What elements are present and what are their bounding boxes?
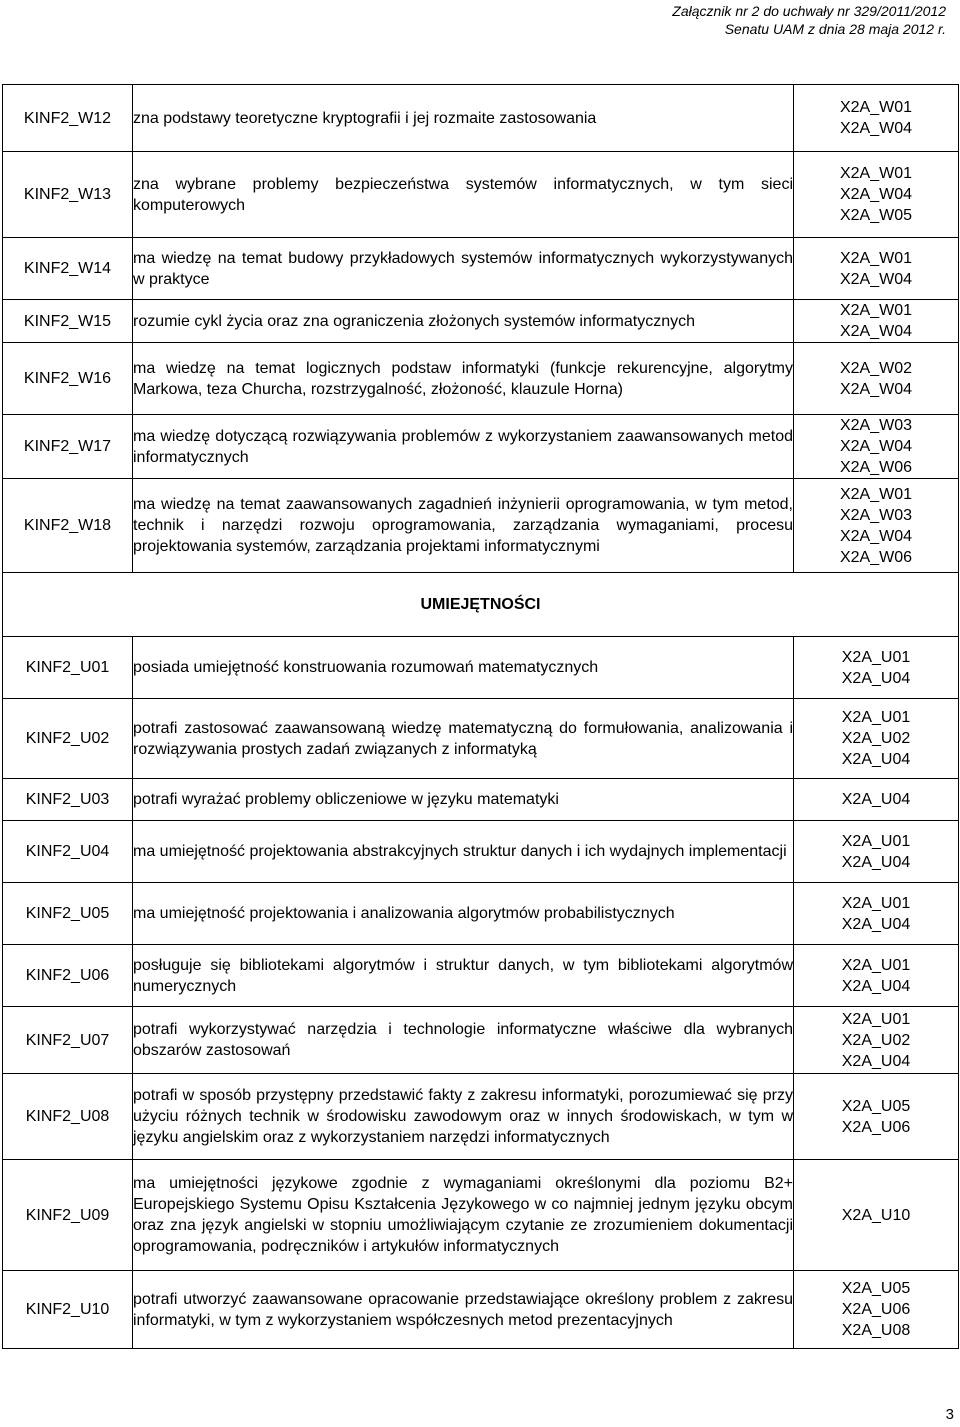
reference-code: X2A_W01 bbox=[839, 485, 913, 503]
reference-code: X2A_W04 bbox=[839, 186, 913, 203]
outcome-description bbox=[133, 238, 794, 300]
reference-code: X2A_U01 bbox=[841, 894, 911, 912]
reference-code: X2A_W04 bbox=[839, 323, 913, 340]
learning-outcomes-table bbox=[2, 84, 959, 1349]
outcome-description-text: ma wiedzę na temat budowy przykładowych systemów informatycznych wykorzystywanych w praktyce bbox=[133, 249, 793, 288]
reference-code: X2A_U02 bbox=[841, 1031, 911, 1049]
document-header bbox=[672, 2, 946, 38]
outcome-description-text: ma wiedzę na temat zaawansowanych zagadnień inżynierii oprogramowania, w tym metod, technik i narzędzi rozwoju oprogramowania, zarządzania wymaganiami, procesu projektowania systemów, zarządzania projektami informatycznymi bbox=[133, 496, 793, 555]
outcome-code: KINF2_W15 bbox=[3, 300, 133, 343]
table-row bbox=[3, 883, 959, 945]
outcome-references bbox=[794, 699, 959, 779]
outcome-description bbox=[133, 152, 794, 238]
reference-code: X2A_W01 bbox=[839, 249, 913, 267]
section-title: UMIEJĘTNOŚCI bbox=[3, 573, 959, 637]
outcome-code: KINF2_U03 bbox=[3, 779, 133, 821]
reference-code: X2A_U04 bbox=[841, 669, 911, 687]
outcome-description-text: posługuje się bibliotekami algorytmów i struktur danych, w tym bibliotekami algorytmów numerycznych bbox=[133, 956, 793, 995]
outcome-description bbox=[133, 1007, 794, 1074]
outcome-description bbox=[133, 1074, 794, 1160]
reference-code: X2A_U04 bbox=[841, 977, 911, 995]
outcome-references bbox=[794, 883, 959, 945]
reference-code: X2A_W04 bbox=[839, 527, 913, 545]
outcome-description-text: zna podstawy teoretyczne kryptografii i jej rozmaite zastosowania bbox=[133, 109, 597, 127]
table-row bbox=[3, 779, 959, 821]
reference-code: X2A_W04 bbox=[839, 120, 913, 137]
reference-code: X2A_U01 bbox=[841, 832, 911, 850]
reference-code: X2A_U05 bbox=[841, 1280, 911, 1297]
reference-code: X2A_W01 bbox=[839, 302, 913, 319]
table-row bbox=[3, 1160, 959, 1271]
reference-code: X2A_U01 bbox=[841, 1010, 911, 1028]
reference-code: X2A_U04 bbox=[841, 915, 911, 933]
outcome-description-text: ma wiedzę dotyczącą rozwiązywania problemów z wykorzystaniem zaawansowanych metod informatycznych bbox=[133, 427, 793, 466]
outcome-references bbox=[794, 238, 959, 300]
outcome-code: KINF2_W18 bbox=[3, 479, 133, 573]
reference-code: X2A_W02 bbox=[839, 359, 913, 377]
reference-code: X2A_W06 bbox=[839, 548, 913, 566]
outcome-code: KINF2_U05 bbox=[3, 883, 133, 945]
table-row bbox=[3, 415, 959, 479]
outcome-description bbox=[133, 779, 794, 821]
reference-code: X2A_U06 bbox=[841, 1118, 911, 1136]
table-row bbox=[3, 300, 959, 343]
reference-code: X2A_U05 bbox=[841, 1097, 911, 1115]
outcome-description-text: potrafi w sposób przystępny przedstawić fakty z zakresu informatyki, porozumiewać się przy użyciu różnych technik w środowisku zawodowym oraz w innych środowiskach, w tym w języku angielskim oraz z wykorzystaniem narzędzi informatycznych bbox=[133, 1087, 793, 1146]
section-row bbox=[3, 573, 959, 637]
outcome-references bbox=[794, 1074, 959, 1160]
outcome-references bbox=[794, 821, 959, 883]
outcome-code: KINF2_U07 bbox=[3, 1007, 133, 1074]
table-row bbox=[3, 479, 959, 573]
reference-code: X2A_W05 bbox=[839, 207, 913, 224]
table-row bbox=[3, 637, 959, 699]
reference-code: X2A_U06 bbox=[841, 1301, 911, 1318]
reference-code: X2A_W03 bbox=[839, 506, 913, 524]
reference-code: X2A_U04 bbox=[841, 1052, 911, 1070]
outcome-code: KINF2_W14 bbox=[3, 238, 133, 300]
reference-code: X2A_U04 bbox=[841, 853, 911, 871]
outcome-description bbox=[133, 1271, 794, 1349]
outcome-references bbox=[794, 415, 959, 479]
table-row bbox=[3, 152, 959, 238]
outcome-code: KINF2_W16 bbox=[3, 343, 133, 415]
outcome-references bbox=[794, 1160, 959, 1271]
outcome-description bbox=[133, 343, 794, 415]
outcome-code: KINF2_U01 bbox=[3, 637, 133, 699]
reference-code: X2A_W01 bbox=[839, 165, 913, 182]
outcome-code: KINF2_U10 bbox=[3, 1271, 133, 1349]
table-row bbox=[3, 945, 959, 1007]
header-line-1: Załącznik nr 2 do uchwały nr 329/2011/2012 bbox=[672, 3, 946, 19]
reference-code: X2A_U04 bbox=[841, 751, 911, 768]
reference-code: X2A_U01 bbox=[841, 709, 911, 726]
reference-code: X2A_W01 bbox=[839, 99, 913, 116]
outcome-code: KINF2_U04 bbox=[3, 821, 133, 883]
table-row bbox=[3, 699, 959, 779]
reference-code: X2A_U08 bbox=[841, 1322, 911, 1339]
page-number: 3 bbox=[945, 1406, 954, 1423]
outcome-description bbox=[133, 883, 794, 945]
outcome-description-text: ma umiejętności językowe zgodnie z wymaganiami określonymi dla poziomu B2+ Europejskiego Systemu Opisu Kształcenia Językowego w co najmniej jednym języku obcym oraz zna język angielski w stopniu umożliwiającym czytanie ze zrozumieniem dokumentacji oprogramowania, podręczników i artykułów informatycznych bbox=[133, 1175, 793, 1255]
outcome-description-text: potrafi zastosować zaawansowaną wiedzę matematyczną do formułowania, analizowania i rozwiązywania prostych zadań związanych z informatyką bbox=[133, 719, 793, 758]
outcome-description-text: potrafi wykorzystywać narzędzia i technologie informatyczne właściwe dla wybranych obszarów zastosowań bbox=[133, 1021, 793, 1059]
outcome-description-text: ma umiejętność projektowania i analizowania algorytmów probabilistycznych bbox=[133, 905, 675, 922]
outcome-references bbox=[794, 152, 959, 238]
reference-code: X2A_W04 bbox=[839, 438, 913, 455]
outcome-references bbox=[794, 479, 959, 573]
outcome-description-text: ma wiedzę na temat logicznych podstaw informatyki (funkcje rekurencyjne, algorytmy Markowa, teza Churcha, rozstrzygalność, złożoność, klauzule Horna) bbox=[133, 359, 793, 398]
table-row bbox=[3, 1074, 959, 1160]
reference-code: X2A_W04 bbox=[839, 380, 913, 398]
outcome-description-text: rozumie cykl życia oraz zna ograniczenia złożonych systemów informatycznych bbox=[133, 312, 695, 330]
outcome-description bbox=[133, 699, 794, 779]
outcome-description-text: potrafi utworzyć zaawansowane opracowanie przedstawiające określony problem z zakresu informatyki, w tym z wykorzystaniem współczesnych metod prezentacyjnych bbox=[133, 1290, 793, 1329]
outcome-code: KINF2_W17 bbox=[3, 415, 133, 479]
outcome-description bbox=[133, 1160, 794, 1271]
reference-code: X2A_U01 bbox=[841, 956, 911, 974]
outcome-code: KINF2_W12 bbox=[3, 85, 133, 152]
reference-code: X2A_W04 bbox=[839, 270, 913, 288]
reference-code: X2A_W06 bbox=[839, 459, 913, 476]
outcome-description bbox=[133, 85, 794, 152]
outcome-references bbox=[794, 300, 959, 343]
outcome-description-text: ma umiejętność projektowania abstrakcyjnych struktur danych i ich wydajnych implementacji bbox=[133, 843, 787, 860]
outcome-references bbox=[794, 637, 959, 699]
reference-code: X2A_W03 bbox=[839, 417, 913, 434]
outcome-description bbox=[133, 821, 794, 883]
reference-code: X2A_U04 bbox=[841, 791, 911, 808]
outcome-code: KINF2_U08 bbox=[3, 1074, 133, 1160]
outcome-references bbox=[794, 1007, 959, 1074]
outcome-code: KINF2_U09 bbox=[3, 1160, 133, 1271]
outcome-description bbox=[133, 945, 794, 1007]
outcome-description bbox=[133, 300, 794, 343]
outcome-references bbox=[794, 945, 959, 1007]
outcome-code: KINF2_U02 bbox=[3, 699, 133, 779]
outcome-description-text: zna wybrane problemy bezpieczeństwa systemów informatycznych, w tym sieci komputerowych bbox=[133, 175, 793, 214]
table-row bbox=[3, 1007, 959, 1074]
outcome-references bbox=[794, 85, 959, 152]
outcome-code: KINF2_U06 bbox=[3, 945, 133, 1007]
table-row bbox=[3, 85, 959, 152]
outcome-references bbox=[794, 779, 959, 821]
table-row bbox=[3, 1271, 959, 1349]
outcome-description bbox=[133, 415, 794, 479]
table-row bbox=[3, 821, 959, 883]
outcome-code: KINF2_W13 bbox=[3, 152, 133, 238]
outcome-references bbox=[794, 343, 959, 415]
outcome-description-text: potrafi wyrażać problemy obliczeniowe w języku matematyki bbox=[133, 791, 559, 808]
outcome-description-text: posiada umiejętność konstruowania rozumowań matematycznych bbox=[133, 659, 599, 676]
table-row bbox=[3, 343, 959, 415]
outcome-description bbox=[133, 479, 794, 573]
reference-code: X2A_U10 bbox=[841, 1206, 911, 1224]
reference-code: X2A_U01 bbox=[841, 648, 911, 666]
outcome-description bbox=[133, 637, 794, 699]
table-row bbox=[3, 238, 959, 300]
header-line-2: Senatu UAM z dnia 28 maja 2012 r. bbox=[724, 21, 946, 37]
reference-code: X2A_U02 bbox=[841, 730, 911, 747]
outcome-references bbox=[794, 1271, 959, 1349]
